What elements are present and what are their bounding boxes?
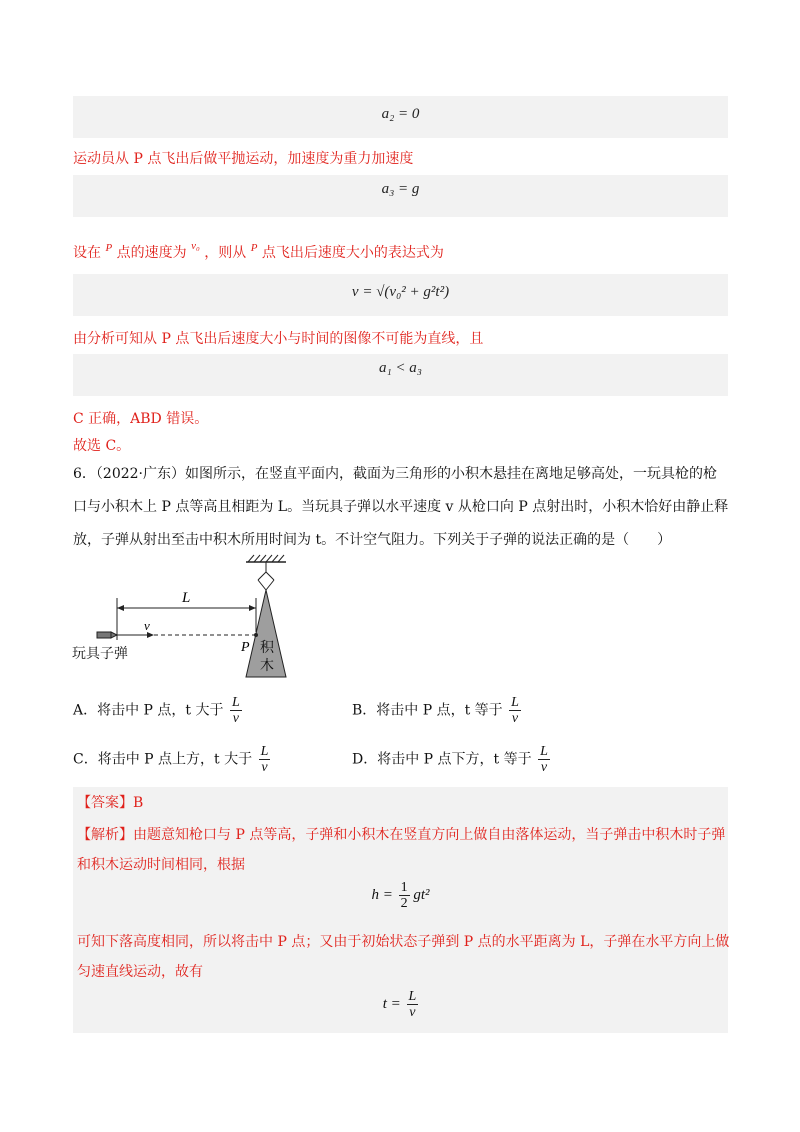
- label-P: P: [241, 640, 250, 655]
- physics-figure: [70, 552, 310, 682]
- formula-box-a3: [73, 175, 728, 217]
- answer-label: 【答案】B: [77, 795, 144, 811]
- fraction-l-over-v: $\frac{L}{v}$: [231, 695, 240, 726]
- analysis-line-1: [77, 825, 725, 845]
- question-line-1: 6．（2022·广东）如图所示，在竖直平面内，截面为三角形的小积木悬挂在离地足够高处，一玩具枪的枪: [73, 466, 717, 482]
- label-v: v: [144, 618, 150, 633]
- text-line-3: 由分析可知从 P 点飞出后速度大小与时间的图像不可能为直线，且: [73, 331, 484, 347]
- text-line-5: 故选 C。: [73, 438, 131, 454]
- analysis-line-4: 匀速直线运动，故有: [77, 964, 203, 980]
- text-line-4: C 正确，ABD 错误。: [73, 411, 209, 427]
- label-block-2: 木: [260, 658, 274, 674]
- text-line-2-end: 点飞出后速度大小的表达式为: [261, 245, 444, 261]
- formula-v: v = √(v₀² + g²t²): [351, 284, 450, 300]
- formula-a3: a₃ = g: [381, 181, 420, 197]
- p-symbol: P: [105, 242, 113, 254]
- p-symbol-2: P: [250, 242, 258, 254]
- label-block-1: 积: [260, 640, 274, 656]
- formula-h: h = $\frac{1}{2}$ gt²: [371, 880, 430, 911]
- fraction-l-over-v: $\frac{L}{v}$: [540, 744, 548, 775]
- label-toy-bullet: 玩具子弹: [72, 646, 128, 662]
- option-b[interactable]: [352, 695, 521, 726]
- option-d[interactable]: [352, 744, 550, 775]
- text-line-2-pre: 设在: [73, 245, 101, 261]
- fraction-l-over-v: $\frac{L}{v}$: [260, 744, 269, 775]
- formula-t: t = $\frac{L}{v}$: [382, 989, 417, 1020]
- text-line-2-post: ，则从: [204, 245, 247, 261]
- analysis-line-2: 和积木运动时间相同，根据: [77, 857, 245, 873]
- answer-block: [73, 787, 728, 1033]
- option-d-text: D．将击中 P 点下方，t 等于: [352, 751, 532, 768]
- text-line-2: [73, 236, 444, 263]
- text-line-2-mid: 点的速度为: [116, 245, 187, 261]
- option-c[interactable]: [73, 744, 270, 775]
- option-b-text: B．将击中 P 点，t 等于: [352, 702, 503, 719]
- formula-box-a2: [73, 96, 728, 138]
- formula-box-a1: [73, 354, 728, 396]
- fraction-l-over-v: $\frac{L}{v}$: [511, 695, 519, 726]
- analysis-text-1: 由题意知枪口与 P 点等高，子弹和小积木在竖直方向上做自由落体运动，当子弹击中积木时子弹: [133, 827, 726, 843]
- formula-a1: a₁ < a₃: [378, 360, 423, 376]
- v0-symbol: v₀: [191, 240, 200, 252]
- question-line-3: 放，子弹从射出至击中积木所用时间为 t。不计空气阻力。下列关于子弹的说法正确的是（ ）: [73, 532, 672, 548]
- analysis-label: 【解析】: [77, 827, 133, 843]
- option-a-text: A．将击中 P 点，t 大于: [73, 702, 224, 719]
- question-line-2: 口与小积木上 P 点等高且相距为 L。当玩具子弹以水平速度 v 从枪口向 P 点射出时，小积木恰好由静止释: [73, 499, 729, 515]
- formula-box-v: [73, 274, 728, 316]
- label-L: L: [182, 590, 191, 606]
- analysis-line-3: 可知下落高度相同，所以将击中 P 点；又由于初始状态子弹到 P 点的水平距离为 L，子弹在水平方向上做: [77, 934, 730, 950]
- formula-a2: a₂ = 0: [381, 106, 420, 122]
- option-c-text: C．将击中 P 点上方，t 大于: [73, 751, 253, 768]
- text-line-1: 运动员从 P 点飞出后做平抛运动，加速度为重力加速度: [73, 151, 414, 167]
- option-a[interactable]: [73, 695, 242, 726]
